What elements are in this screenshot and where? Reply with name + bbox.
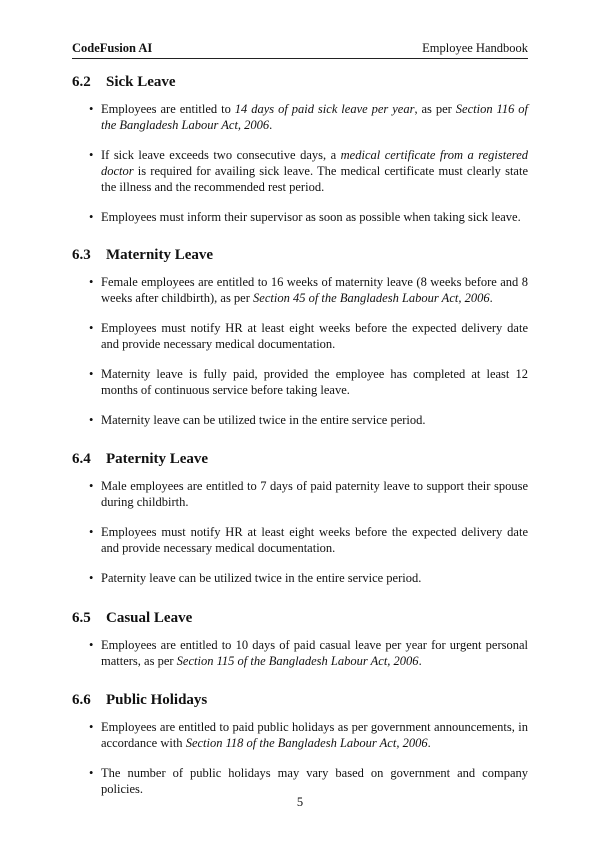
section-number: 6.2 bbox=[72, 74, 91, 90]
list-item: • If sick leave exceeds two consecutive days, a medical certificate from a registered doctor is required for availing sick leave. The medical certificate must clearly state the illness and the recommended rest period. bbox=[89, 148, 528, 194]
bullet-icon: • bbox=[89, 210, 94, 224]
section-title: Casual Leave bbox=[106, 610, 193, 626]
section-heading bbox=[72, 73, 528, 91]
section-heading bbox=[72, 246, 528, 264]
list-item: • Employees must notify HR at least eight weeks before the expected delivery date and provide necessary medical documentation. bbox=[89, 321, 528, 351]
section-number: 6.6 bbox=[72, 692, 91, 708]
bullet-icon: • bbox=[89, 720, 94, 734]
bullet-list bbox=[72, 274, 528, 428]
section-casual-leave bbox=[72, 609, 528, 669]
list-item: • Employees must inform their supervisor as soon as possible when taking sick leave. bbox=[89, 210, 521, 224]
section-title: Public Holidays bbox=[106, 692, 208, 708]
section-sick-leave bbox=[72, 73, 528, 225]
bullet-list bbox=[72, 719, 528, 797]
section-public-holidays bbox=[72, 691, 528, 797]
bullet-icon: • bbox=[89, 275, 94, 289]
section-number: 6.5 bbox=[72, 610, 91, 626]
bullet-list bbox=[72, 101, 528, 225]
section-number: 6.4 bbox=[72, 451, 91, 467]
bullet-icon: • bbox=[89, 321, 94, 335]
bullet-list bbox=[72, 478, 528, 586]
section-title: Paternity Leave bbox=[106, 451, 209, 467]
bullet-icon: • bbox=[89, 525, 94, 539]
bullet-icon: • bbox=[89, 571, 94, 585]
bullet-icon: • bbox=[89, 367, 94, 381]
bullet-icon: • bbox=[89, 148, 94, 162]
bullet-icon: • bbox=[89, 479, 94, 493]
list-item: • Employees must notify HR at least eight weeks before the expected delivery date and provide necessary medical documentation. bbox=[89, 525, 528, 555]
section-heading bbox=[72, 609, 528, 627]
page-number: 5 bbox=[296, 795, 304, 809]
header-company: CodeFusion AI bbox=[72, 41, 153, 55]
list-item: • Maternity leave can be utilized twice in the entire service period. bbox=[89, 413, 426, 427]
bullet-icon: • bbox=[89, 766, 94, 780]
bullet-icon: • bbox=[89, 638, 94, 652]
list-item: • The number of public holidays may vary based on government and company policies. bbox=[89, 766, 528, 796]
list-item: • Maternity leave is fully paid, provided the employee has completed at least 12 months of continuous service before taking leave. bbox=[89, 367, 528, 397]
section-paternity-leave bbox=[72, 450, 528, 586]
section-title: Maternity Leave bbox=[106, 247, 214, 263]
bullet-list bbox=[72, 637, 528, 669]
bullet-icon: • bbox=[89, 413, 94, 427]
section-number: 6.3 bbox=[72, 247, 91, 263]
section-title: Sick Leave bbox=[106, 74, 176, 90]
bullet-icon: • bbox=[89, 102, 94, 116]
list-item: • Employees are entitled to 14 days of paid sick leave per year, as per Section 116 of the Bangladesh Labour Act, 2006. bbox=[89, 102, 529, 132]
list-item: • Male employees are entitled to 7 days of paid paternity leave to support their spouse during childbirth. bbox=[89, 479, 528, 509]
list-item: • Employees are entitled to paid public holidays as per government announcements, in accordance with Section 118 of the Bangladesh Labour Act, 2006. bbox=[89, 720, 528, 750]
section-heading bbox=[72, 691, 528, 709]
list-item: • Paternity leave can be utilized twice in the entire service period. bbox=[89, 571, 422, 585]
page-header bbox=[72, 40, 528, 56]
section-heading bbox=[72, 450, 528, 468]
section-maternity-leave bbox=[72, 246, 528, 428]
list-item: • Employees are entitled to 10 days of paid casual leave per year for urgent personal matters, as per Section 115 of the Bangladesh Labour Act, 2006. bbox=[89, 638, 528, 668]
list-item: • Female employees are entitled to 16 weeks of maternity leave (8 weeks before and 8 weeks after childbirth), as per Section 45 of the Bangladesh Labour Act, 2006. bbox=[89, 275, 528, 305]
header-document-title: Employee Handbook bbox=[422, 41, 528, 55]
header-rule bbox=[72, 58, 528, 59]
